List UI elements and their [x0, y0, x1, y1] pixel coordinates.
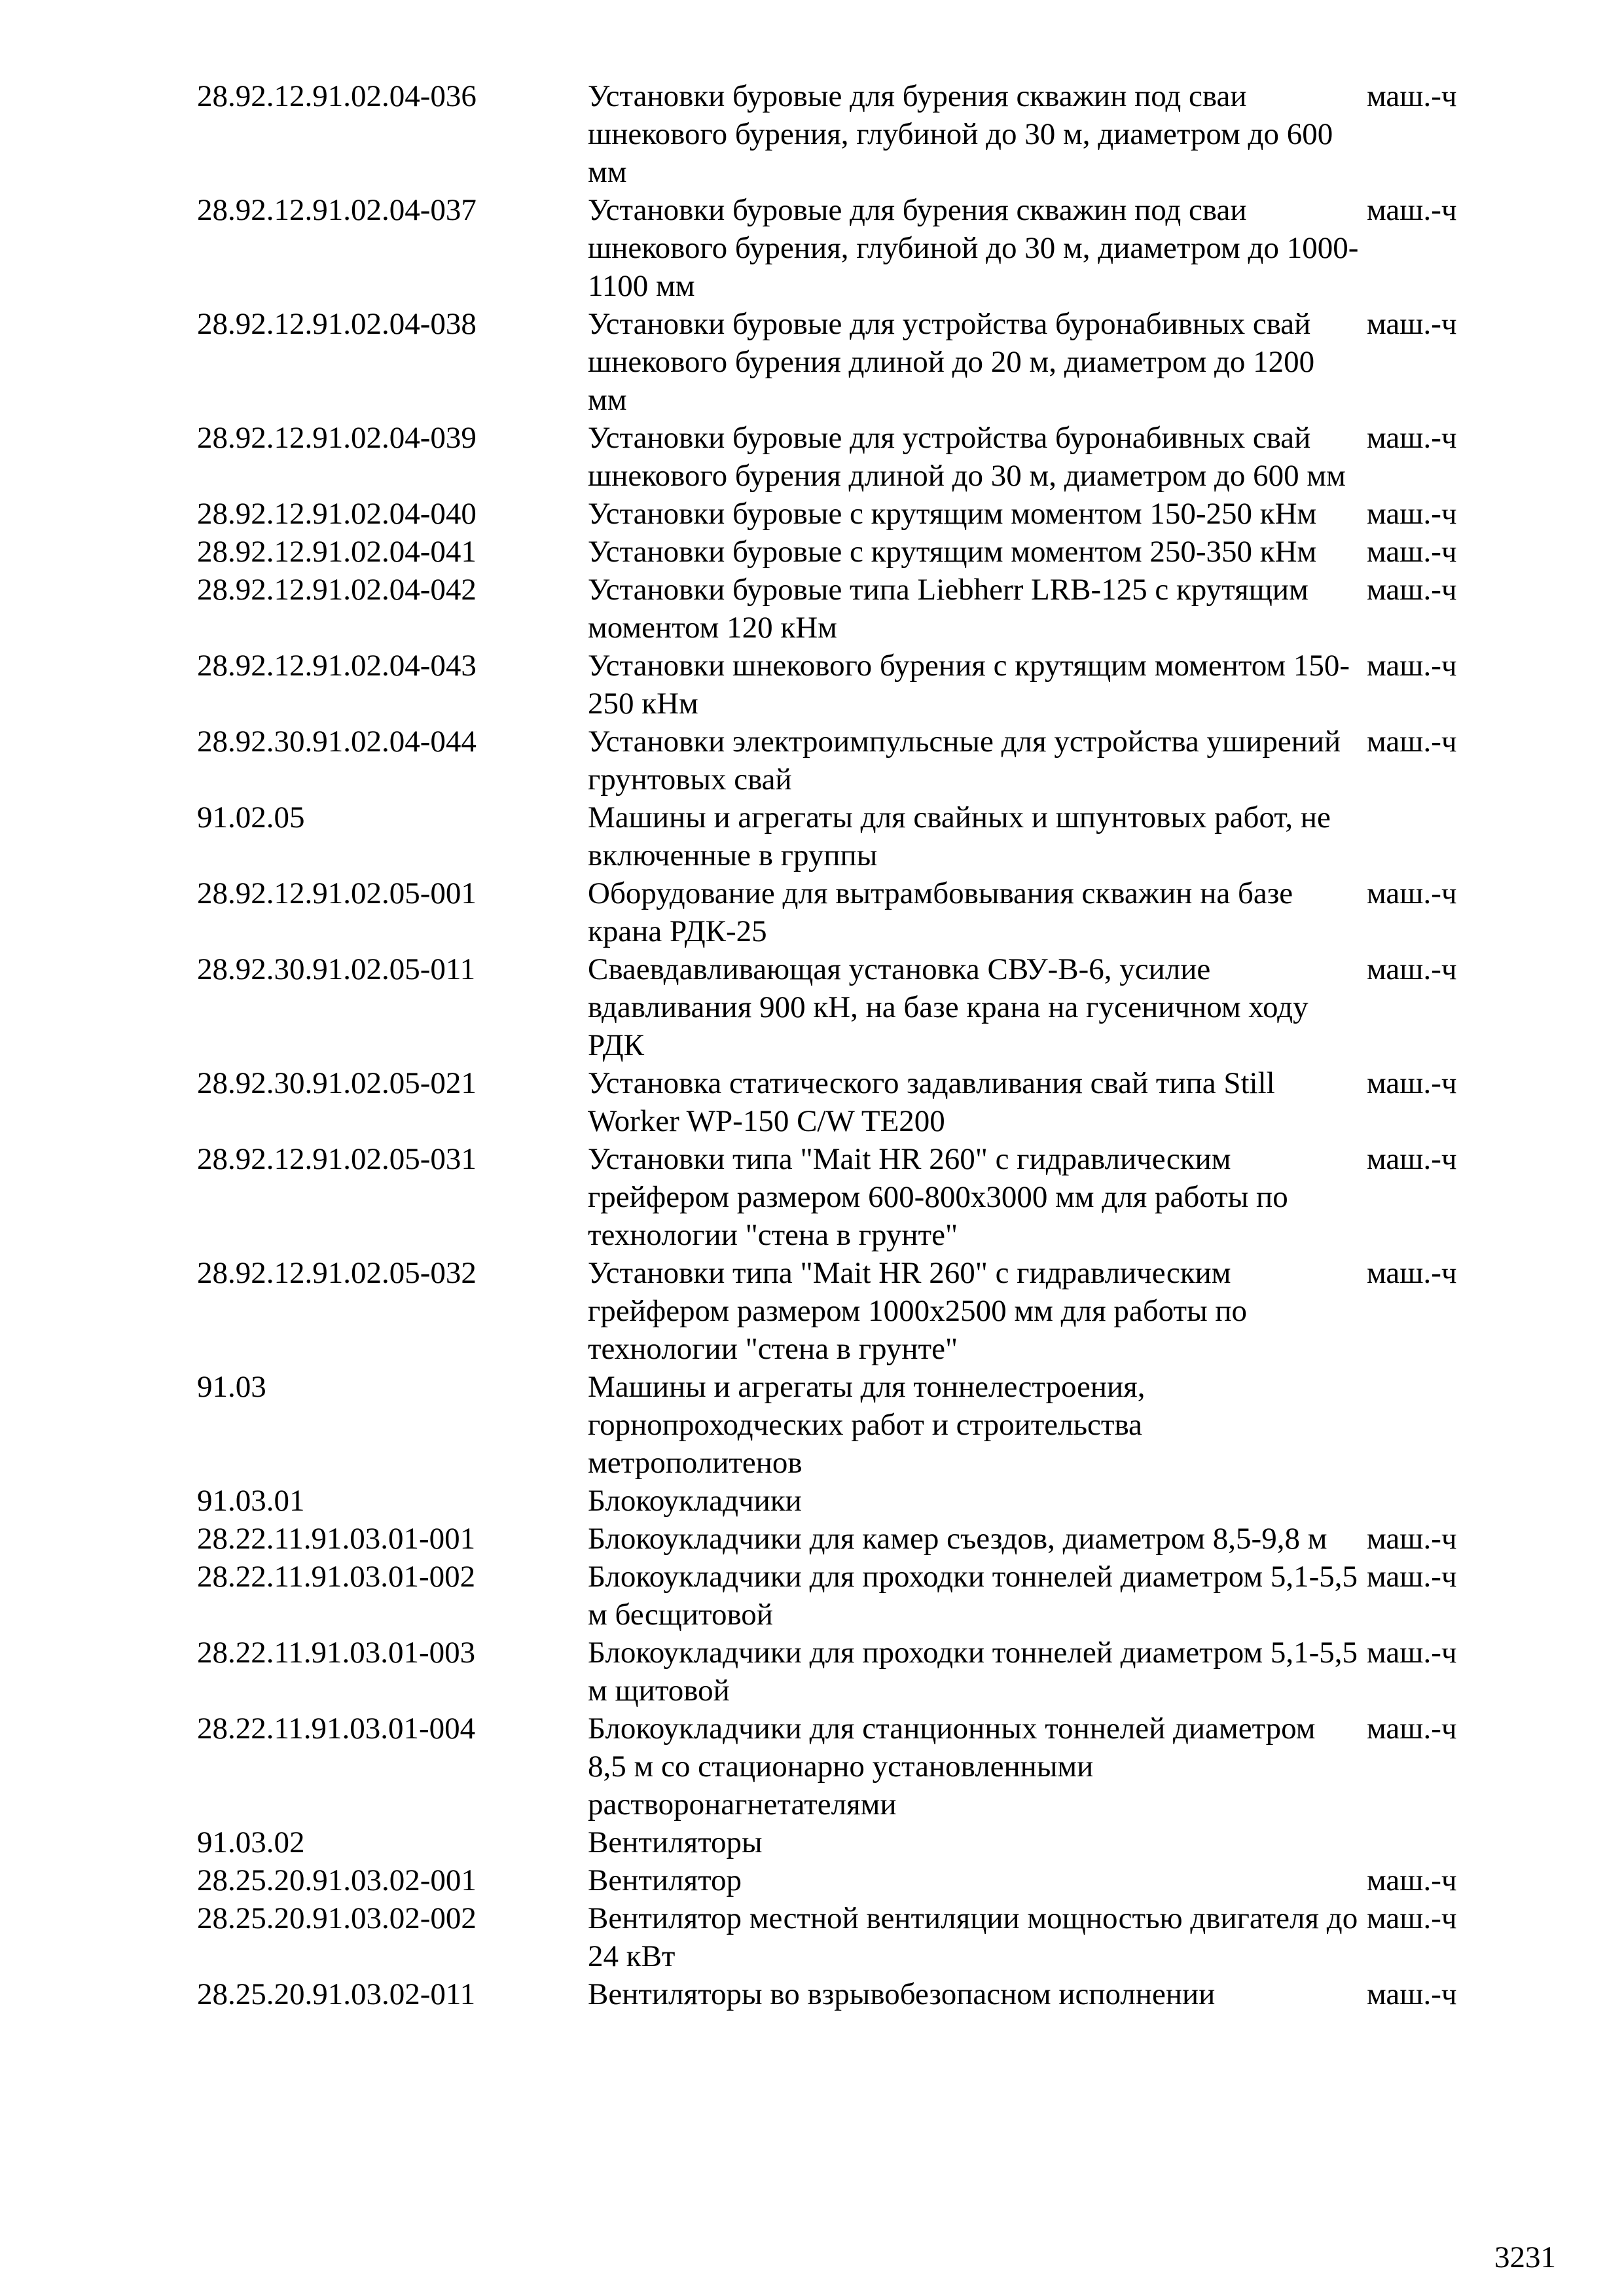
row-code: 28.22.11.91.03.01-001 [197, 1522, 476, 1556]
row-name: Блокоукладчики для проходки тоннелей диаметром 5,1-5,5 м щитовой [588, 1636, 1358, 1708]
table-row [197, 1861, 1493, 1899]
table-row [197, 305, 1493, 419]
row-code: 28.92.12.91.02.04-036 [197, 79, 477, 113]
page-number: 3231 [1494, 2240, 1556, 2274]
row-unit: маш.-ч [1367, 876, 1457, 910]
row-name: Вентиляторы во взрывобезопасном исполнении [588, 1977, 1216, 2011]
row-unit: маш.-ч [1367, 1560, 1457, 1594]
row-name: Машины и агрегаты для тоннелестроения, горнопроходческих работ и строительства метрополитенов [588, 1370, 1146, 1480]
row-name: Блокоукладчики для проходки тоннелей диаметром 5,1-5,5 м бесщитовой [588, 1560, 1358, 1632]
table-row [197, 1899, 1493, 1975]
table-row [197, 1064, 1493, 1140]
row-unit: маш.-ч [1367, 1712, 1457, 1746]
table-row [197, 419, 1493, 495]
row-code: 91.03.01 [197, 1484, 305, 1518]
row-name: Установки типа "Mait HR 260" с гидравлическим грейфером размером 600-800x3000 мм для работы по технологии "стена в грунте" [588, 1142, 1288, 1252]
row-name: Установки типа "Mait HR 260" с гидравлическим грейфером размером 1000x2500 мм для работы по технологии "стена в грунте" [588, 1256, 1248, 1366]
table-row [197, 495, 1493, 533]
row-code: 28.92.30.91.02.04-044 [197, 725, 477, 759]
row-unit: маш.-ч [1367, 952, 1457, 986]
row-name: Вентилятор [588, 1863, 742, 1897]
machinery-table [197, 77, 1493, 2013]
group-row [197, 1823, 1493, 1861]
row-unit: маш.-ч [1367, 725, 1457, 759]
table-row [197, 950, 1493, 1064]
table-row [197, 1254, 1493, 1368]
table-row [197, 1558, 1493, 1634]
row-code: 28.92.12.91.02.05-001 [197, 876, 477, 910]
row-name: Установки буровые для бурения скважин под сваи шнекового бурения, глубиной до 30 м, диаметром до 1000-1100 мм [588, 193, 1359, 303]
table-row [197, 874, 1493, 950]
row-unit: маш.-ч [1367, 497, 1457, 531]
row-name: Установки буровые с крутящим моментом 250-350 кНм [588, 535, 1317, 569]
row-name: Установки буровые для устройства буронабивных свай шнекового бурения длиной до 30 м, диаметром до 600 мм [588, 421, 1346, 493]
table-row [197, 1634, 1493, 1710]
row-unit: маш.-ч [1367, 1863, 1457, 1897]
row-unit: маш.-ч [1367, 1636, 1457, 1670]
table-row [197, 77, 1493, 191]
row-code: 91.03.02 [197, 1825, 305, 1859]
row-code: 28.92.12.91.02.04-038 [197, 307, 477, 341]
row-unit [1367, 1823, 1493, 1861]
row-code: 28.92.30.91.02.05-011 [197, 952, 476, 986]
table-row [197, 191, 1493, 305]
row-unit: маш.-ч [1367, 1522, 1457, 1556]
row-unit: маш.-ч [1367, 1256, 1457, 1290]
row-name: Установки буровые для устройства буронабивных свай шнекового бурения длиной до 20 м, диаметром до 1200 мм [588, 307, 1315, 417]
row-code: 28.92.12.91.02.05-032 [197, 1256, 477, 1290]
row-unit: маш.-ч [1367, 307, 1457, 341]
table-row [197, 1710, 1493, 1823]
group-row [197, 1482, 1493, 1520]
row-code: 28.22.11.91.03.01-004 [197, 1712, 476, 1746]
table-row [197, 647, 1493, 723]
row-unit: маш.-ч [1367, 79, 1457, 113]
row-unit: маш.-ч [1367, 193, 1457, 227]
table-row [197, 1520, 1493, 1558]
row-name: Оборудование для вытрамбовывания скважин на базе крана РДК-25 [588, 876, 1293, 948]
row-code: 28.92.12.91.02.04-039 [197, 421, 477, 455]
row-code: 28.25.20.91.03.02-002 [197, 1901, 477, 1935]
row-code: 91.03 [197, 1370, 266, 1404]
row-unit [1367, 798, 1493, 874]
row-code: 28.25.20.91.03.02-001 [197, 1863, 477, 1897]
row-name: Машины и агрегаты для свайных и шпунтовых работ, не включенные в группы [588, 800, 1331, 872]
row-name: Установки буровые типа Liebherr LRB-125 с крутящим моментом 120 кНм [588, 573, 1308, 645]
table-row [197, 1140, 1493, 1254]
row-name: Вентилятор местной вентиляции мощностью двигателя до 24 кВт [588, 1901, 1358, 1973]
row-unit [1367, 1368, 1493, 1482]
row-name: Установки электроимпульсные для устройства уширений грунтовых свай [588, 725, 1341, 797]
row-code: 28.92.12.91.02.04-042 [197, 573, 477, 607]
row-name: Установки буровые с крутящим моментом 150-250 кНм [588, 497, 1317, 531]
row-code: 28.22.11.91.03.01-003 [197, 1636, 476, 1670]
row-name: Блокоукладчики для станционных тоннелей диаметром 8,5 м со стационарно установленными растворонагнетателями [588, 1712, 1316, 1821]
row-name: Блокоукладчики [588, 1484, 802, 1518]
table-row [197, 571, 1493, 647]
row-name: Вентиляторы [588, 1825, 763, 1859]
row-unit: маш.-ч [1367, 1901, 1457, 1935]
row-code: 28.92.12.91.02.04-043 [197, 649, 477, 683]
row-unit: маш.-ч [1367, 649, 1457, 683]
row-unit [1367, 1482, 1493, 1520]
row-unit: маш.-ч [1367, 535, 1457, 569]
row-code: 28.92.12.91.02.04-040 [197, 497, 477, 531]
row-unit: маш.-ч [1367, 421, 1457, 455]
row-name: Сваевдавливающая установка СВУ-В-6, усилие вдавливания 900 кН, на базе крана на гусеничном ходу РДК [588, 952, 1308, 1062]
row-name: Блокоукладчики для камер съездов, диаметром 8,5-9,8 м [588, 1522, 1327, 1556]
row-code: 28.25.20.91.03.02-011 [197, 1977, 476, 2011]
row-name: Установка статического задавливания свай типа Still Worker WP-150 C/W TE200 [588, 1066, 1275, 1138]
row-code: 91.02.05 [197, 800, 305, 834]
row-code: 28.22.11.91.03.01-002 [197, 1560, 476, 1594]
row-code: 28.92.30.91.02.05-021 [197, 1066, 477, 1100]
group-row [197, 798, 1493, 874]
row-unit: маш.-ч [1367, 1066, 1457, 1100]
row-code: 28.92.12.91.02.04-037 [197, 193, 477, 227]
row-unit: маш.-ч [1367, 573, 1457, 607]
row-unit: маш.-ч [1367, 1977, 1457, 2011]
table-row [197, 723, 1493, 798]
table-row [197, 533, 1493, 571]
group-row [197, 1368, 1493, 1482]
row-code: 28.92.12.91.02.04-041 [197, 535, 477, 569]
row-name: Установки буровые для бурения скважин под сваи шнекового бурения, глубиной до 30 м, диаметром до 600 мм [588, 79, 1333, 189]
row-unit: маш.-ч [1367, 1142, 1457, 1176]
table-row [197, 1975, 1493, 2013]
row-code: 28.92.12.91.02.05-031 [197, 1142, 477, 1176]
row-name: Установки шнекового бурения с крутящим моментом 150-250 кНм [588, 649, 1350, 721]
